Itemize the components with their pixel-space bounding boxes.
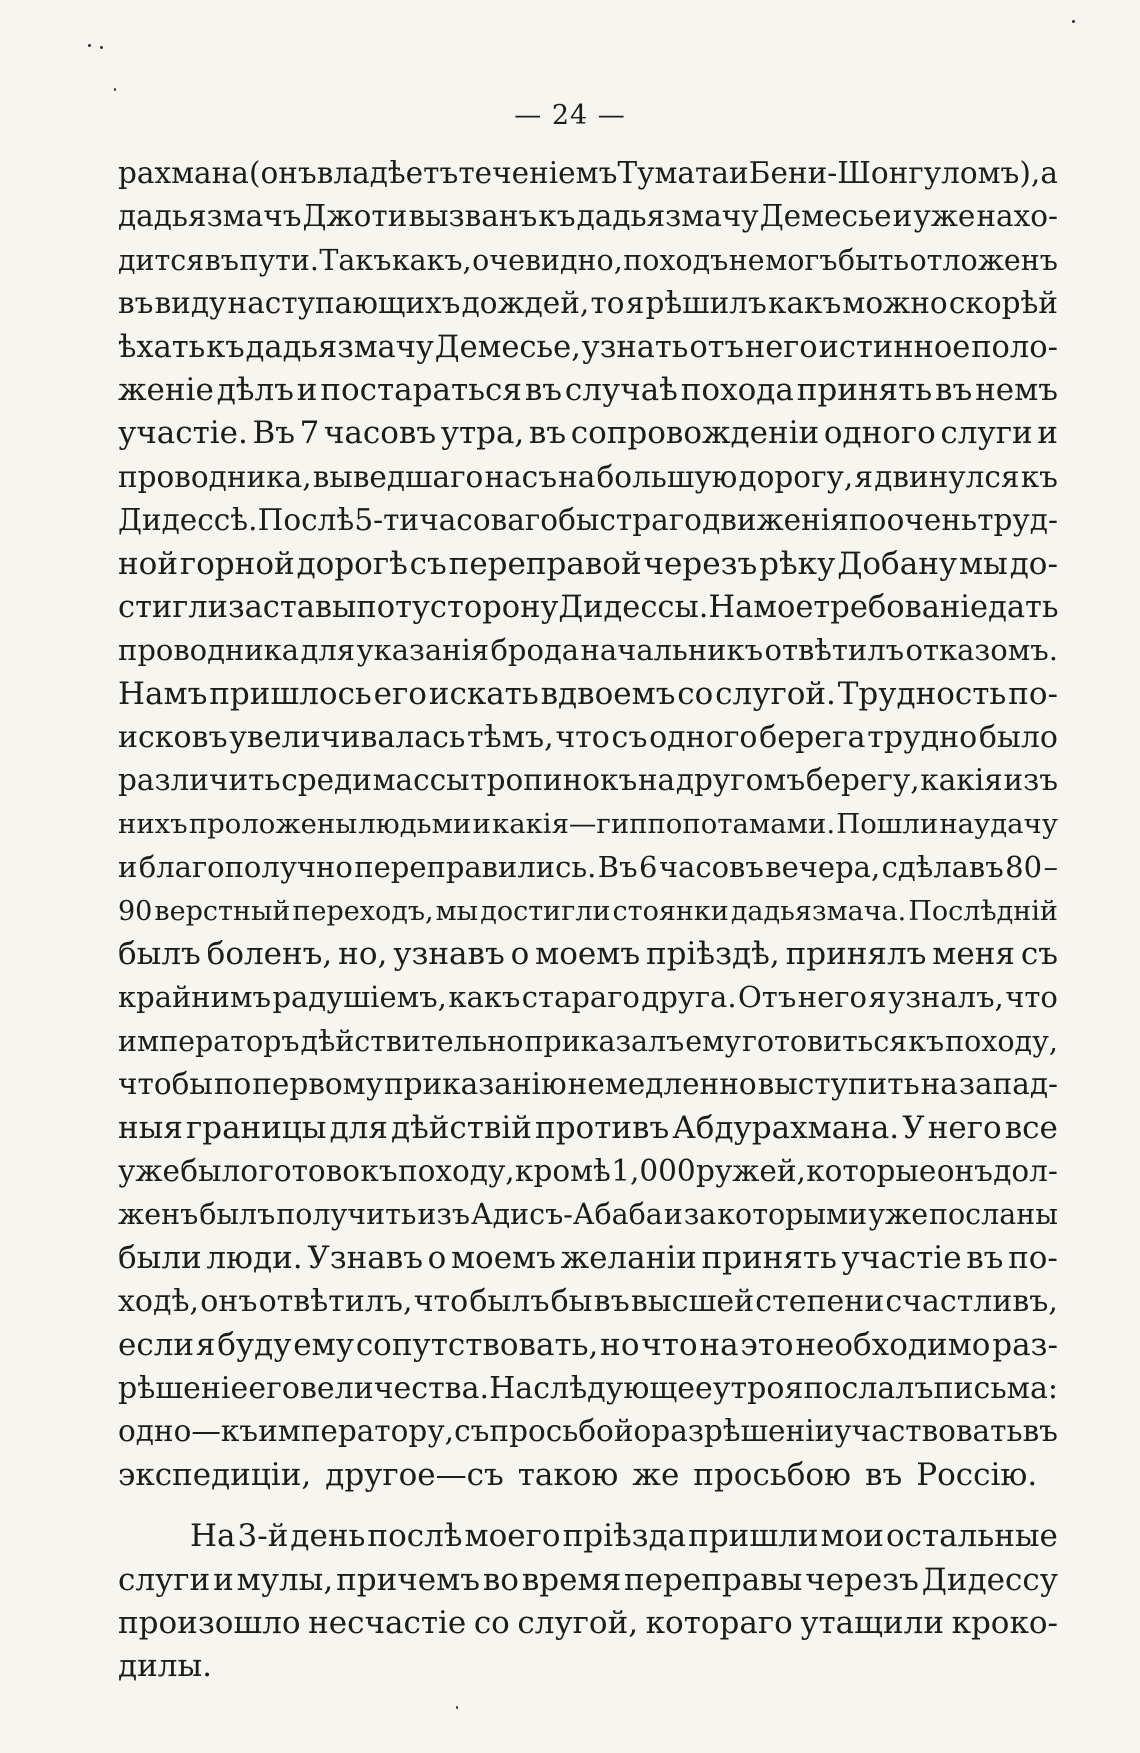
text-line: Дидессѣ. Послѣ 5-ти часоваго быстраго движенія по очень труд- bbox=[118, 503, 1058, 538]
paragraph bbox=[118, 1515, 1058, 1689]
print-speck bbox=[100, 46, 103, 49]
text-line: ѣхать къ дадьязмачу Демесье, узнать отъ него истинное поло- bbox=[118, 329, 1058, 365]
paragraph bbox=[118, 152, 1058, 1497]
body-text bbox=[118, 152, 1058, 1689]
text-line: дится въ пути. Такъ какъ, очевидно, походъ не могъ быть отложенъ bbox=[118, 243, 1058, 277]
text-line: слуги и мулы, причемъ во время переправы черезъ Дидессу bbox=[118, 1561, 1058, 1598]
text-line: различить среди массы тропинокъ на другомъ берегу, какія изъ bbox=[118, 763, 1058, 798]
print-speck bbox=[88, 44, 91, 47]
text-line: были люди. Узнавъ о моемъ желаніи принять участіе въ по- bbox=[118, 1239, 1058, 1276]
text-line: экспедиціи, другое—съ такою же просьбою въ Россію. bbox=[118, 1456, 1038, 1493]
paragraph-gap bbox=[118, 1497, 1058, 1515]
text-line: рахмана (онъ владѣетъ теченіемъ Тумата и Бени-Шонгуломъ), а bbox=[118, 156, 1058, 190]
text-line: произошло несчастіе со слугой, котораго утащили кроко- bbox=[118, 1604, 1058, 1641]
text-line: женъ былъ получить изъ Адисъ-Абаба и за которыми уже посланы bbox=[118, 1198, 1058, 1232]
text-line: рѣшеніе его величества. На слѣдующее утро я послалъ письма: bbox=[118, 1370, 1058, 1406]
page-number: — 24 — bbox=[514, 100, 626, 131]
text-line: Намъ пришлось его искать вдвоемъ со слугой. Трудность по- bbox=[118, 675, 1058, 712]
text-line: чтобы по первому приказанію немедленно выступить на запад- bbox=[118, 1067, 1058, 1102]
text-line: 90 верстный переходъ, мы достигли стоянки дадьязмача. Послѣдній bbox=[118, 895, 1058, 927]
text-line: и благополучно переправились. Въ 6 часовъ вечера, сдѣлавъ 80 – bbox=[118, 850, 1058, 885]
print-speck bbox=[456, 1706, 458, 1709]
text-line: стигли заставы по ту сторону Дидессы. На мое требованіе дать bbox=[118, 589, 1059, 625]
text-line: ной горной дорогѣ съ переправой черезъ рѣку Добану мы до- bbox=[118, 545, 1058, 582]
text-line: въ виду наступающихъ дождей, то я рѣшилъ какъ можно скорѣй bbox=[118, 286, 1058, 321]
text-line: нихъ проложены людьми и какія—гиппопотамами. Пошли наудачу bbox=[118, 807, 1058, 840]
print-speck bbox=[1072, 20, 1075, 23]
text-line: На 3-й день послѣ моего пріѣзда пришли мои остальные bbox=[190, 1518, 1058, 1555]
text-line: уже было готово къ походу, кромѣ 1,000 ружей, которые онъ дол- bbox=[118, 1153, 1058, 1188]
text-line: дилы. bbox=[118, 1648, 212, 1685]
text-line: проводника, выведшаго насъ на большую дорогу, я двинулся къ bbox=[118, 459, 1058, 494]
print-speck bbox=[114, 88, 116, 91]
text-line: участіе. Въ 7 часовъ утра, въ сопровожденіи одного слуги и bbox=[118, 415, 1058, 452]
text-line: былъ боленъ, но, узнавъ о моемъ пріѣздѣ, принялъ меня съ bbox=[118, 936, 1058, 973]
text-line: ныя границы для дѣйствій противъ Абдурахмана. У него все bbox=[118, 1109, 1058, 1146]
text-line: крайнимъ радушіемъ, какъ стараго друга. Отъ него я узналъ, что bbox=[118, 980, 1058, 1015]
text-line: императоръ дѣйствительно приказалъ ему готовиться къ походу, bbox=[118, 1024, 1058, 1058]
text-line: дадьязмачъ Джоти вызванъ къ дадьязмачу Демесье и уже нахо- bbox=[118, 199, 1058, 234]
text-line: одно—къ императору, съ просьбой о разрѣшеніи участвовать въ bbox=[118, 1414, 1058, 1449]
text-line: женіе дѣлъ и постараться въ случаѣ похода принять въ немъ bbox=[118, 371, 1058, 408]
text-line: исковъ увеличивалась тѣмъ, что съ одного берега трудно было bbox=[118, 720, 1058, 756]
text-line: проводника для указанія брода начальникъ отвѣтилъ отказомъ. bbox=[118, 633, 1058, 668]
text-line: ходѣ, онъ отвѣтилъ, что былъ бы въ высшей степени счастливъ, bbox=[118, 1284, 1058, 1320]
text-line: если я буду ему сопутствовать, но что на это необходимо раз- bbox=[118, 1326, 1058, 1363]
